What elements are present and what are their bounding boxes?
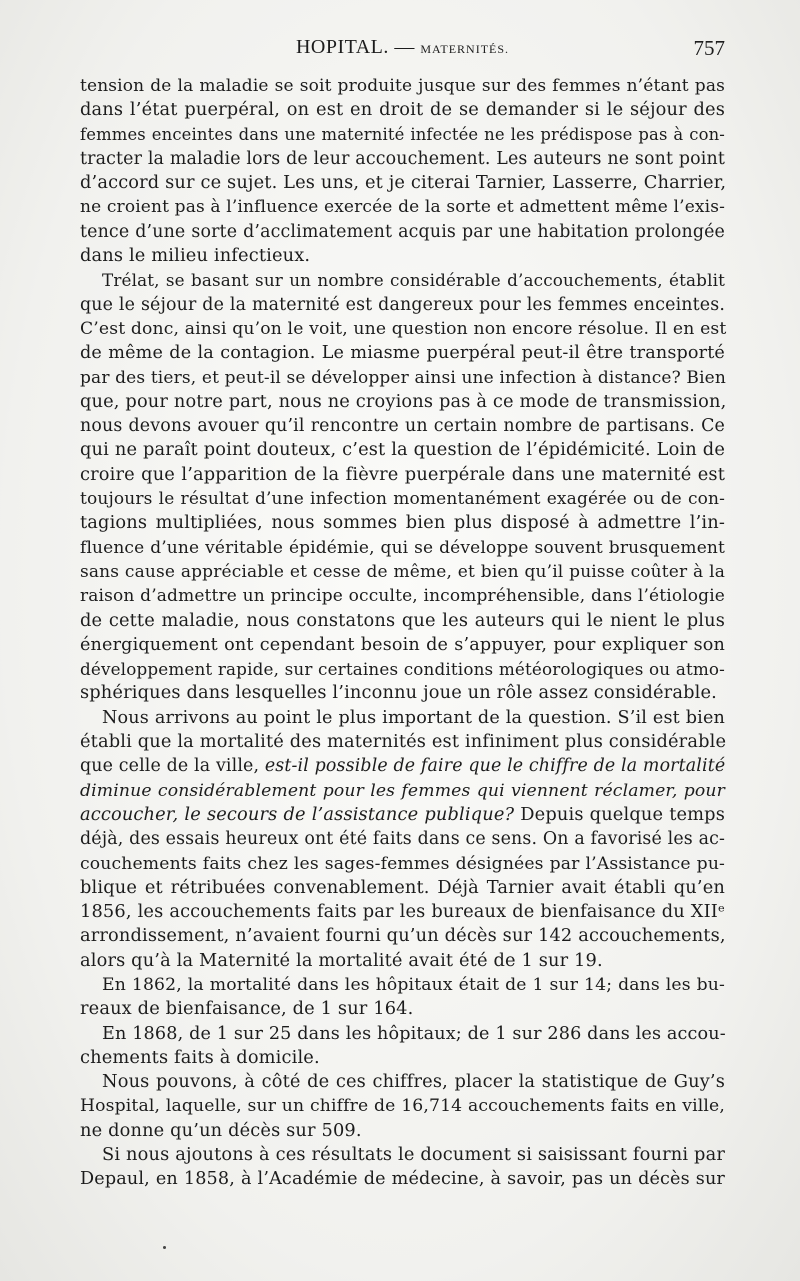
text-line: sphériques dans lesquelles l’inconnu joue un rôle assez considérable. xyxy=(80,682,717,704)
text-line xyxy=(80,803,725,827)
text-line: Si nous ajoutons à ces résultats le document si saisissant fourni par xyxy=(102,1144,725,1166)
running-title-main: HOPITAL. — xyxy=(295,36,415,58)
text-line: de même de la contagion. Le miasme puerpéral peut-il être transporté xyxy=(80,343,725,364)
text-span: que celle de la ville, xyxy=(80,756,260,777)
text-line: tension de la maladie se soit produite jusque sur des femmes n’étant pas xyxy=(80,76,725,96)
text-line: En 1862, la mortalité dans les hôpitaux était de 1 sur 14; dans les bu- xyxy=(102,974,725,995)
text-line: blique et rétribuées convenablement. Déjà Tarnier avait établi qu’en xyxy=(80,876,725,898)
text-line: énergiquement ont cependant besoin de s’appuyer, pour expliquer son xyxy=(80,634,725,655)
text-line: que, pour notre part, nous ne croyions pas à ce mode de transmission, xyxy=(80,390,727,412)
text-line: développement rapide, sur certaines conditions météorologiques ou atmo- xyxy=(80,659,725,680)
italic-text-span: accoucher, le secours de l’assistance publique? xyxy=(80,803,515,825)
page-header xyxy=(80,36,725,64)
text-line: ne croient pas à l’influence exercée de la sorte et admettent même l’exis- xyxy=(80,197,725,218)
text-line: Hospital, laquelle, sur un chiffre de 16,714 accouchements faits en ville, xyxy=(80,1096,725,1117)
body-text xyxy=(80,74,725,1192)
running-title-sub: MATERNITÉS. xyxy=(420,42,510,56)
text-line: reaux de bienfaisance, de 1 sur 164. xyxy=(80,998,414,1020)
text-line xyxy=(80,754,725,778)
text-line: alors qu’à la Maternité la mortalité avait été de 1 sur 19. xyxy=(80,949,603,971)
text-line: Nous pouvons, à côté de ces chiffres, placer la statistique de Guy’s xyxy=(102,1071,725,1093)
text-line: de cette maladie, nous constatons que les auteurs qui le nient le plus xyxy=(80,609,725,631)
text-line: croire que l’apparition de la fièvre puerpérale dans une maternité est xyxy=(80,463,725,485)
text-line: déjà, des essais heureux ont été faits dans ce sens. On a favorisé les ac- xyxy=(80,829,725,850)
text-line: fluence d’une véritable épidémie, qui se développe souvent brusquement xyxy=(80,537,725,558)
text-line: établi que la mortalité des maternités est infiniment plus considérable xyxy=(80,731,727,753)
text-line: par des tiers, et peut-il se développer ainsi une infection à distance? Bien xyxy=(80,367,726,388)
text-line: Depaul, en 1858, à l’Académie de médecine, à savoir, pas un décès sur xyxy=(80,1169,725,1190)
text-span: Depuis quelque temps xyxy=(520,803,725,825)
text-line: femmes enceintes dans une maternité infectée ne les prédispose pas à con- xyxy=(80,124,725,144)
text-line: Nous arrivons au point le plus important de la question. S’il est bien xyxy=(102,707,725,728)
text-line: arrondissement, n’avaient fourni qu’un décès sur 142 accouchements, xyxy=(80,925,726,947)
text-line: chements faits à domicile. xyxy=(80,1046,320,1068)
text-line: En 1868, de 1 sur 25 dans les hôpitaux; de 1 sur 286 dans les accou- xyxy=(102,1023,726,1044)
text-line: tence d’une sorte d’acclimatement acquis par une habitation prolongée xyxy=(80,221,725,242)
text-line: ne donne qu’un décès sur 509. xyxy=(80,1119,362,1141)
text-line: couchements faits chez les sages-femmes désignées par l’Assistance pu- xyxy=(80,853,725,874)
text-line: Trélat, se basant sur un nombre considérable d’accouchements, établit xyxy=(102,270,725,291)
text-line: que le séjour de la maternité est dangereux pour les femmes enceintes. xyxy=(80,294,725,315)
ink-speck xyxy=(163,1246,166,1249)
text-line: toujours le résultat d’une infection momentanément exagérée ou de con- xyxy=(80,489,725,510)
text-line: dans le milieu infectieux. xyxy=(80,245,311,267)
text-line: raison d’admettre un principe occulte, incompréhensible, dans l’étiologie xyxy=(80,586,725,607)
italic-text-span: est-il possible de faire que le chiffre de la mortalité xyxy=(264,756,726,777)
text-line: 1856, les accouchements faits par les bureaux de bienfaisance du XIIᵉ xyxy=(80,901,725,923)
text-line: nous devons avouer qu’il rencontre un certain nombre de partisans. Ce xyxy=(80,416,725,437)
page-number: 757 xyxy=(693,36,725,60)
text-line: C’est donc, ainsi qu’on le voit, une question non encore résolue. Il en est xyxy=(80,318,727,339)
text-line: tracter la maladie lors de leur accouchement. Les auteurs ne sont point xyxy=(80,148,725,169)
text-line: sans cause appréciable et cesse de même, et bien qu’il puisse coûter à la xyxy=(80,561,725,582)
text-line: qui ne paraît point douteux, c’est la question de l’épidémicité. Loin de xyxy=(80,439,725,461)
text-line: tagions multipliées, nous sommes bien plus disposé à admettre l’in- xyxy=(80,512,725,534)
text-line: dans l’état puerpéral, on est en droit de se demander si le séjour des xyxy=(80,99,725,121)
text-line: diminue considérablement pour les femmes qui viennent réclamer, pour xyxy=(80,780,725,801)
running-title xyxy=(80,36,725,59)
text-line: d’accord sur ce sujet. Les uns, et je citerai Tarnier, Lasserre, Charrier, xyxy=(80,172,727,194)
